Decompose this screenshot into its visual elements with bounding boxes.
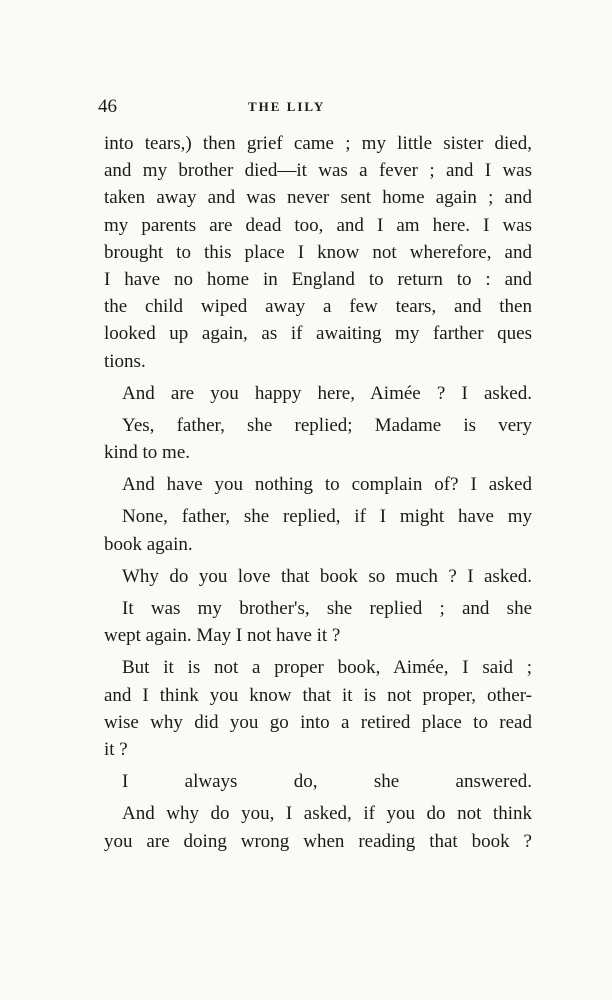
text-line: you are doing wrong when reading that book ? [104, 830, 532, 852]
text-line: And why do you, I asked, if you do not think [122, 803, 532, 825]
text-line: Yes, father, she replied; Madame is very [122, 414, 532, 436]
text-line: book again. [104, 533, 193, 555]
page-header [98, 96, 530, 120]
text-line: And have you nothing to complain of? I asked [122, 474, 532, 496]
text-line: it ? [104, 738, 128, 760]
text-line: I always do, she answered. [122, 771, 532, 793]
text-line: brought to this place I know not wherefore, and [104, 241, 532, 263]
text-line: I have no home in England to return to : and [104, 268, 532, 290]
text-line: It was my brother's, she replied ; and she [122, 598, 532, 619]
text-line: tions. [104, 350, 146, 372]
text-line: looked up again, as if awaiting my farther ques [104, 323, 532, 345]
text-line: the child wiped away a few tears, and then [104, 296, 532, 318]
text-line: But it is not a proper book, Aimée, I said ; [122, 657, 532, 679]
text-line: Why do you love that book so much ? I asked. [122, 565, 532, 587]
text-line: wise why did you go into a retired place to read [104, 711, 532, 733]
text-line: taken away and was never sent home again ; and [104, 187, 532, 209]
text-line: And are you happy here, Aimée ? I asked. [122, 382, 532, 404]
running-title: THE LILY [248, 99, 326, 114]
text-line: kind to me. [104, 442, 191, 464]
text-line: and I think you know that it is not proper, other- [104, 684, 532, 706]
text-line: and my brother died—it was a fever ; and I was [104, 160, 532, 182]
text-line: None, father, she replied, if I might have my [122, 506, 532, 528]
text-line: wept again. May I not have it ? [104, 625, 341, 647]
text-line: into tears,) then grief came ; my little sister died, [104, 133, 532, 154]
body-text [104, 130, 532, 855]
text-line: my parents are dead too, and I am here. I was [104, 214, 532, 236]
page-number: 46 [98, 96, 117, 117]
